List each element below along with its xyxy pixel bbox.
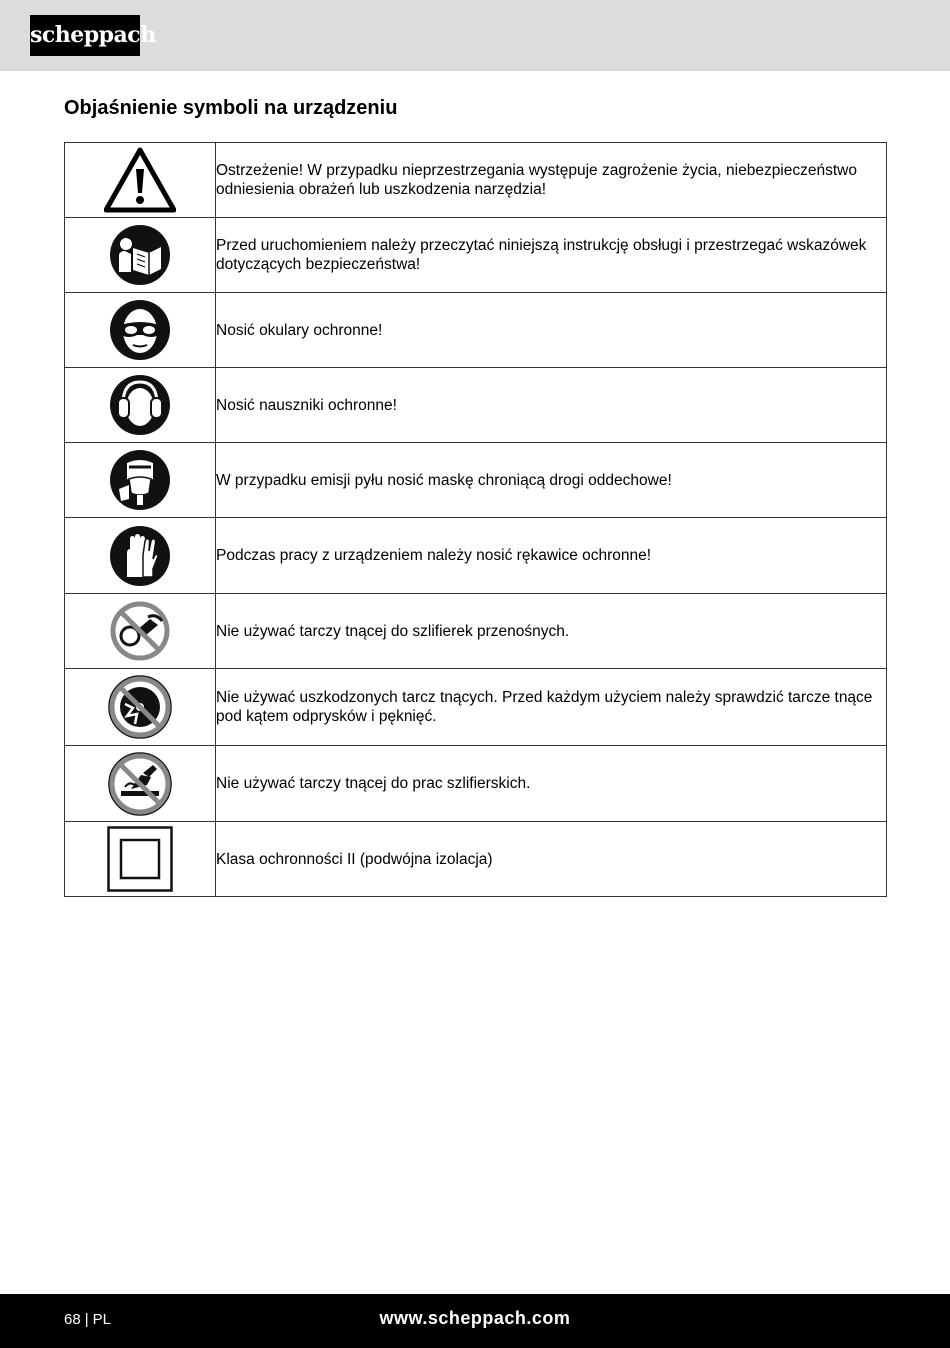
row-text: Podczas pracy z urządzeniem należy nosić rękawice ochronne!	[216, 518, 887, 594]
table-row	[65, 293, 887, 368]
protection-class-ii-icon	[107, 826, 173, 892]
dust-mask-icon	[109, 449, 171, 511]
scheppach-logo: scheppach	[30, 15, 140, 56]
row-text: Nie używać tarczy tnącej do prac szlifierskich.	[216, 746, 887, 822]
row-text: Nie używać uszkodzonych tarcz tnących. Przed każdym użyciem należy sprawdzić tarcze tnące pod kątem odprysków i pęknięć.	[216, 669, 887, 746]
no-grinding-icon	[107, 751, 173, 817]
no-handheld-grinder-icon	[110, 601, 170, 661]
row-text: Nie używać tarczy tnącej do szlifierek przenośnych.	[216, 594, 887, 669]
page-number-value: 68	[64, 1311, 81, 1328]
icon-cell	[65, 143, 216, 218]
table-row	[65, 822, 887, 897]
ear-protection-icon	[109, 374, 171, 436]
table-row	[65, 518, 887, 594]
page-footer	[0, 1294, 950, 1348]
icon-cell	[65, 293, 216, 368]
row-text: Klasa ochronności II (podwójna izolacja)	[216, 822, 887, 897]
icon-cell	[65, 746, 216, 822]
safety-goggles-icon	[109, 299, 171, 361]
table-row	[65, 594, 887, 669]
symbols-table	[64, 142, 887, 897]
row-text: Ostrzeżenie! W przypadku nieprzestrzegania występuje zagrożenie życia, niebezpieczeństwo odniesienia obrażeń lub uszkodzenia narzędzia!	[216, 143, 887, 218]
icon-cell	[65, 368, 216, 443]
page-header	[0, 0, 950, 71]
row-text: W przypadku emisji pyłu nosić maskę chroniącą drogi oddechowe!	[216, 443, 887, 518]
table-row	[65, 443, 887, 518]
table-row	[65, 368, 887, 443]
gloves-icon	[109, 525, 171, 587]
icon-cell	[65, 669, 216, 746]
icon-cell	[65, 218, 216, 293]
icon-cell	[65, 594, 216, 669]
warning-triangle-icon	[104, 147, 176, 213]
website-link[interactable]: www.scheppach.com	[379, 1308, 571, 1328]
row-text: Nosić okulary ochronne!	[216, 293, 887, 368]
row-text: Przed uruchomieniem należy przeczytać niniejszą instrukcję obsługi i przestrzegać wskazówek dotyczących bezpieczeństwa!	[216, 218, 887, 293]
language-code: PL	[92, 1311, 111, 1328]
table-row	[65, 218, 887, 293]
icon-cell	[65, 822, 216, 897]
page-title: Objaśnienie symboli na urządzeniu	[64, 97, 398, 119]
icon-cell	[65, 518, 216, 594]
table-row	[65, 143, 887, 218]
separator: |	[84, 1311, 89, 1328]
read-manual-icon	[109, 224, 171, 286]
row-text: Nosić nauszniki ochronne!	[216, 368, 887, 443]
table-row	[65, 746, 887, 822]
table-row	[65, 669, 887, 746]
no-damaged-disc-icon	[107, 674, 173, 740]
icon-cell	[65, 443, 216, 518]
